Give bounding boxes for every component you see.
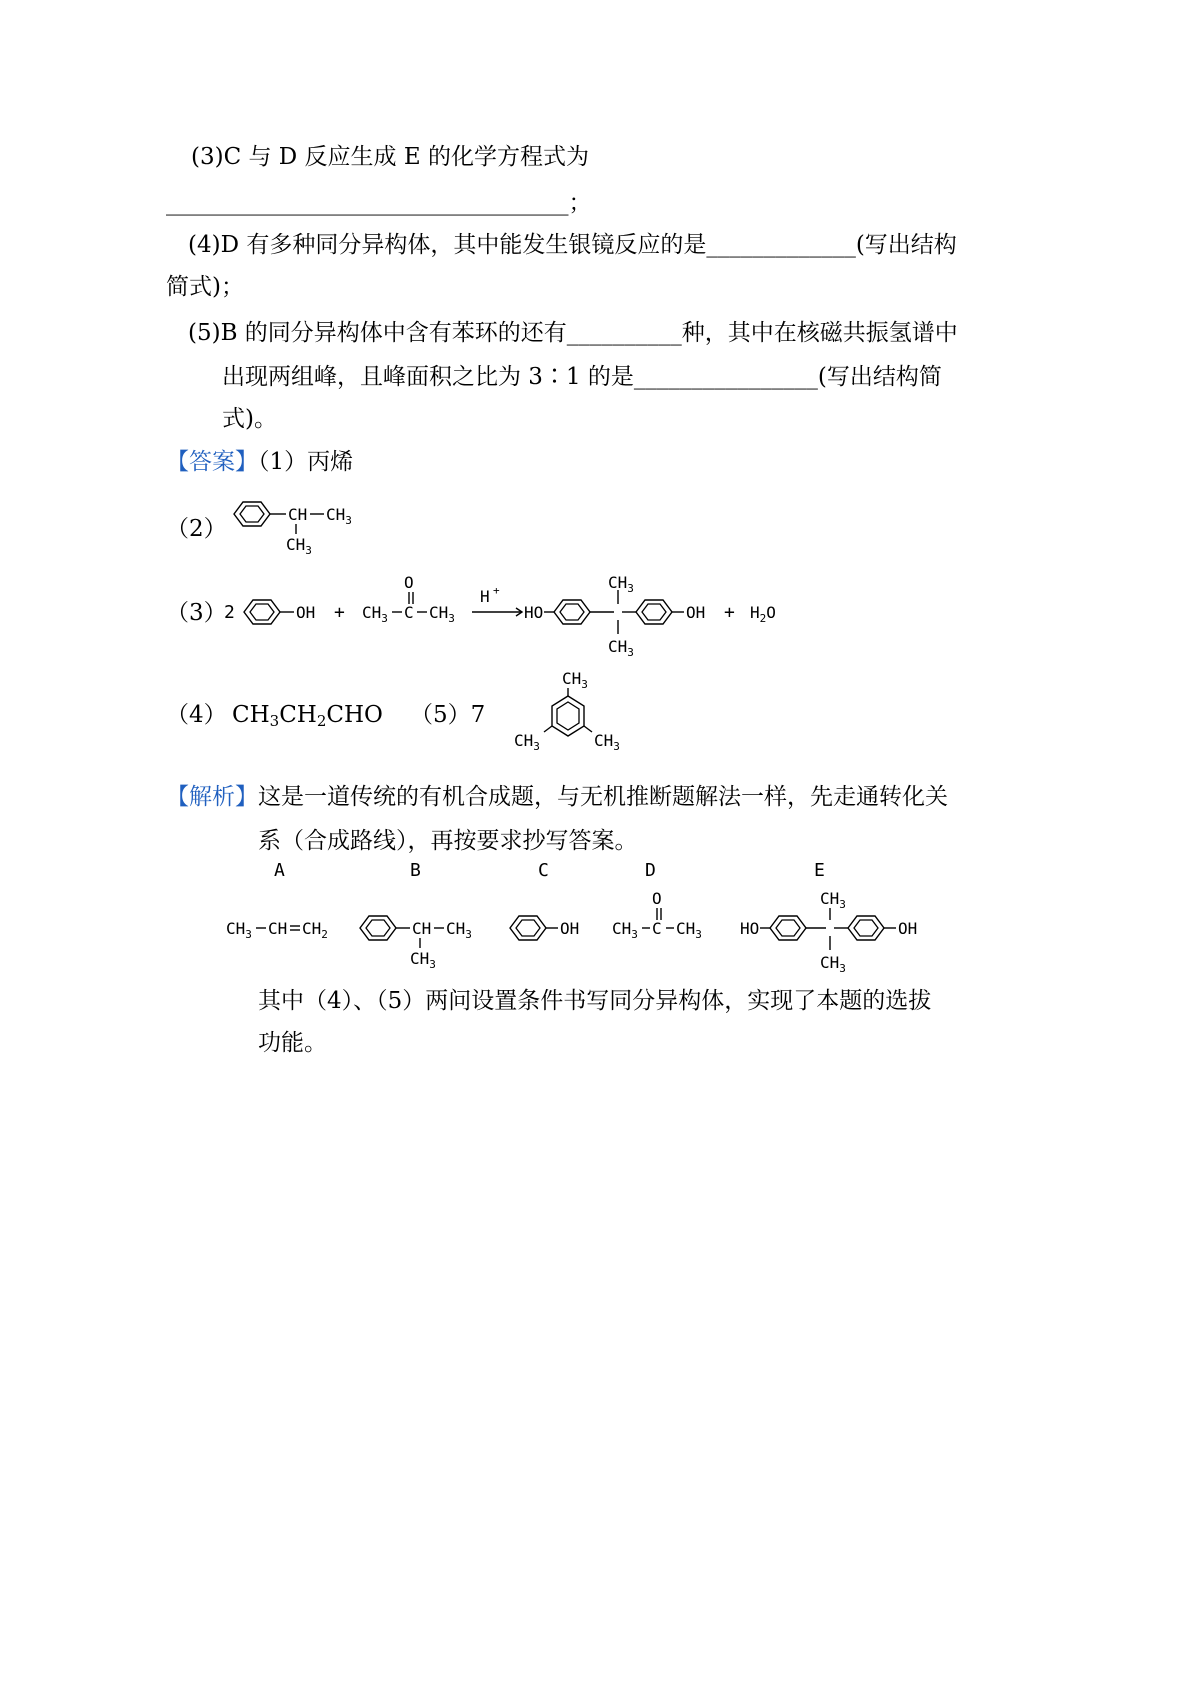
svg-text:2: 2	[224, 602, 235, 623]
svg-text:CH: CH	[412, 919, 432, 938]
answer-4-label: （4）	[166, 702, 227, 728]
compound-label-b: B	[410, 860, 421, 881]
compound-label-a: A	[274, 860, 285, 881]
answer-line-1	[166, 447, 353, 477]
synthesis-route-structures	[224, 888, 944, 972]
question-5-line-2: 出现两组峰，且峰面积之比为 3∶1 的是________________(写出结构简	[222, 364, 942, 390]
svg-text:C: C	[652, 919, 662, 938]
compound-label-e: E	[814, 860, 825, 881]
svg-text:OH: OH	[296, 603, 316, 622]
compound-label-c: C	[538, 860, 549, 881]
svg-text:CH3: $CH_3$	[594, 731, 620, 753]
analysis-line-1: 【解析】这是一道传统的有机合成题，与无机推断题解法一样，先走通转化关	[166, 784, 948, 810]
svg-text:CH3: $CH_3$	[612, 919, 638, 941]
svg-text:OH: OH	[686, 603, 706, 622]
answer-tag: 【答案】	[166, 449, 258, 475]
svg-text:CH3: $CH_3$	[326, 505, 352, 527]
svg-text:CH3: $CH_3$	[410, 949, 436, 971]
svg-text:OH: OH	[560, 919, 580, 938]
question-3-line: (3)C 与 D 反应生成 E 的化学方程式为	[191, 144, 589, 170]
analysis-line-4: 功能。	[258, 1030, 327, 1056]
svg-text:CH3: $CH_3$	[562, 669, 588, 691]
catalyst-label: H	[480, 587, 490, 606]
question-3-blank: ___________________________________；	[166, 190, 592, 216]
reaction-equation	[222, 570, 802, 660]
question-5-line: (5)B 的同分异构体中含有苯环的还有__________种，其中在核磁共振氢谱中	[188, 320, 958, 346]
svg-text:CH3: $CH_3$	[226, 919, 252, 941]
svg-text:CH3: $CH_3$	[286, 535, 312, 557]
svg-text:C: C	[404, 603, 414, 622]
answer-3-label: （3）	[166, 600, 227, 626]
analysis-tag: 【解析】	[166, 784, 258, 810]
answer-2-label: （2）	[166, 516, 227, 542]
svg-text:CH3: $CH_3$	[608, 637, 634, 659]
question-4-line: (4)D 有多种同分异构体，其中能发生银镜反应的是_____________(写出结构	[188, 232, 957, 258]
svg-text:CH2: $CH_2$	[302, 919, 328, 941]
analysis-line-3: 其中（4）、（5）两问设置条件书写同分异构体，实现了本题的选拔	[258, 988, 932, 1014]
svg-text:CH3: $CH_3$	[608, 573, 634, 595]
svg-text:CH3: $CH_3$	[429, 603, 455, 625]
svg-text:HO: HO	[524, 603, 544, 622]
svg-text:CH: CH	[268, 919, 288, 938]
svg-text:CH3: $CH_3$	[820, 953, 846, 972]
analysis-line-2: 系（合成路线），再按要求抄写答案。	[258, 828, 638, 854]
svg-text:CH3: $CH_3$	[362, 603, 388, 625]
svg-text:+: +	[724, 602, 735, 623]
svg-text:O: O	[404, 573, 414, 592]
answer-5-label: （5）7	[410, 702, 486, 728]
question-4-line-2: 简式)；	[166, 274, 244, 300]
svg-text:OH: OH	[898, 919, 918, 938]
cumene-structure	[230, 496, 370, 560]
svg-text:H2O: $H_2O$	[750, 603, 776, 625]
svg-text:+: +	[334, 602, 345, 623]
answer-4-formula: $CH_3CH_2CHO$	[232, 702, 383, 730]
svg-text:+: +	[493, 584, 500, 597]
svg-text:CH3: $CH_3$	[820, 889, 846, 911]
svg-text:CH3: $CH_3$	[676, 919, 702, 941]
answer-1: （1）丙烯	[258, 449, 354, 475]
svg-text:O: O	[652, 889, 662, 908]
mesitylene-structure	[512, 668, 632, 760]
svg-text:CH3: $CH_3$	[446, 919, 472, 941]
compound-label-d: D	[645, 860, 656, 881]
svg-text:CH: CH	[288, 505, 308, 524]
question-5-line-3: 式)。	[222, 406, 277, 432]
svg-text:HO: HO	[740, 919, 760, 938]
svg-text:CH3: $CH_3$	[514, 731, 540, 753]
